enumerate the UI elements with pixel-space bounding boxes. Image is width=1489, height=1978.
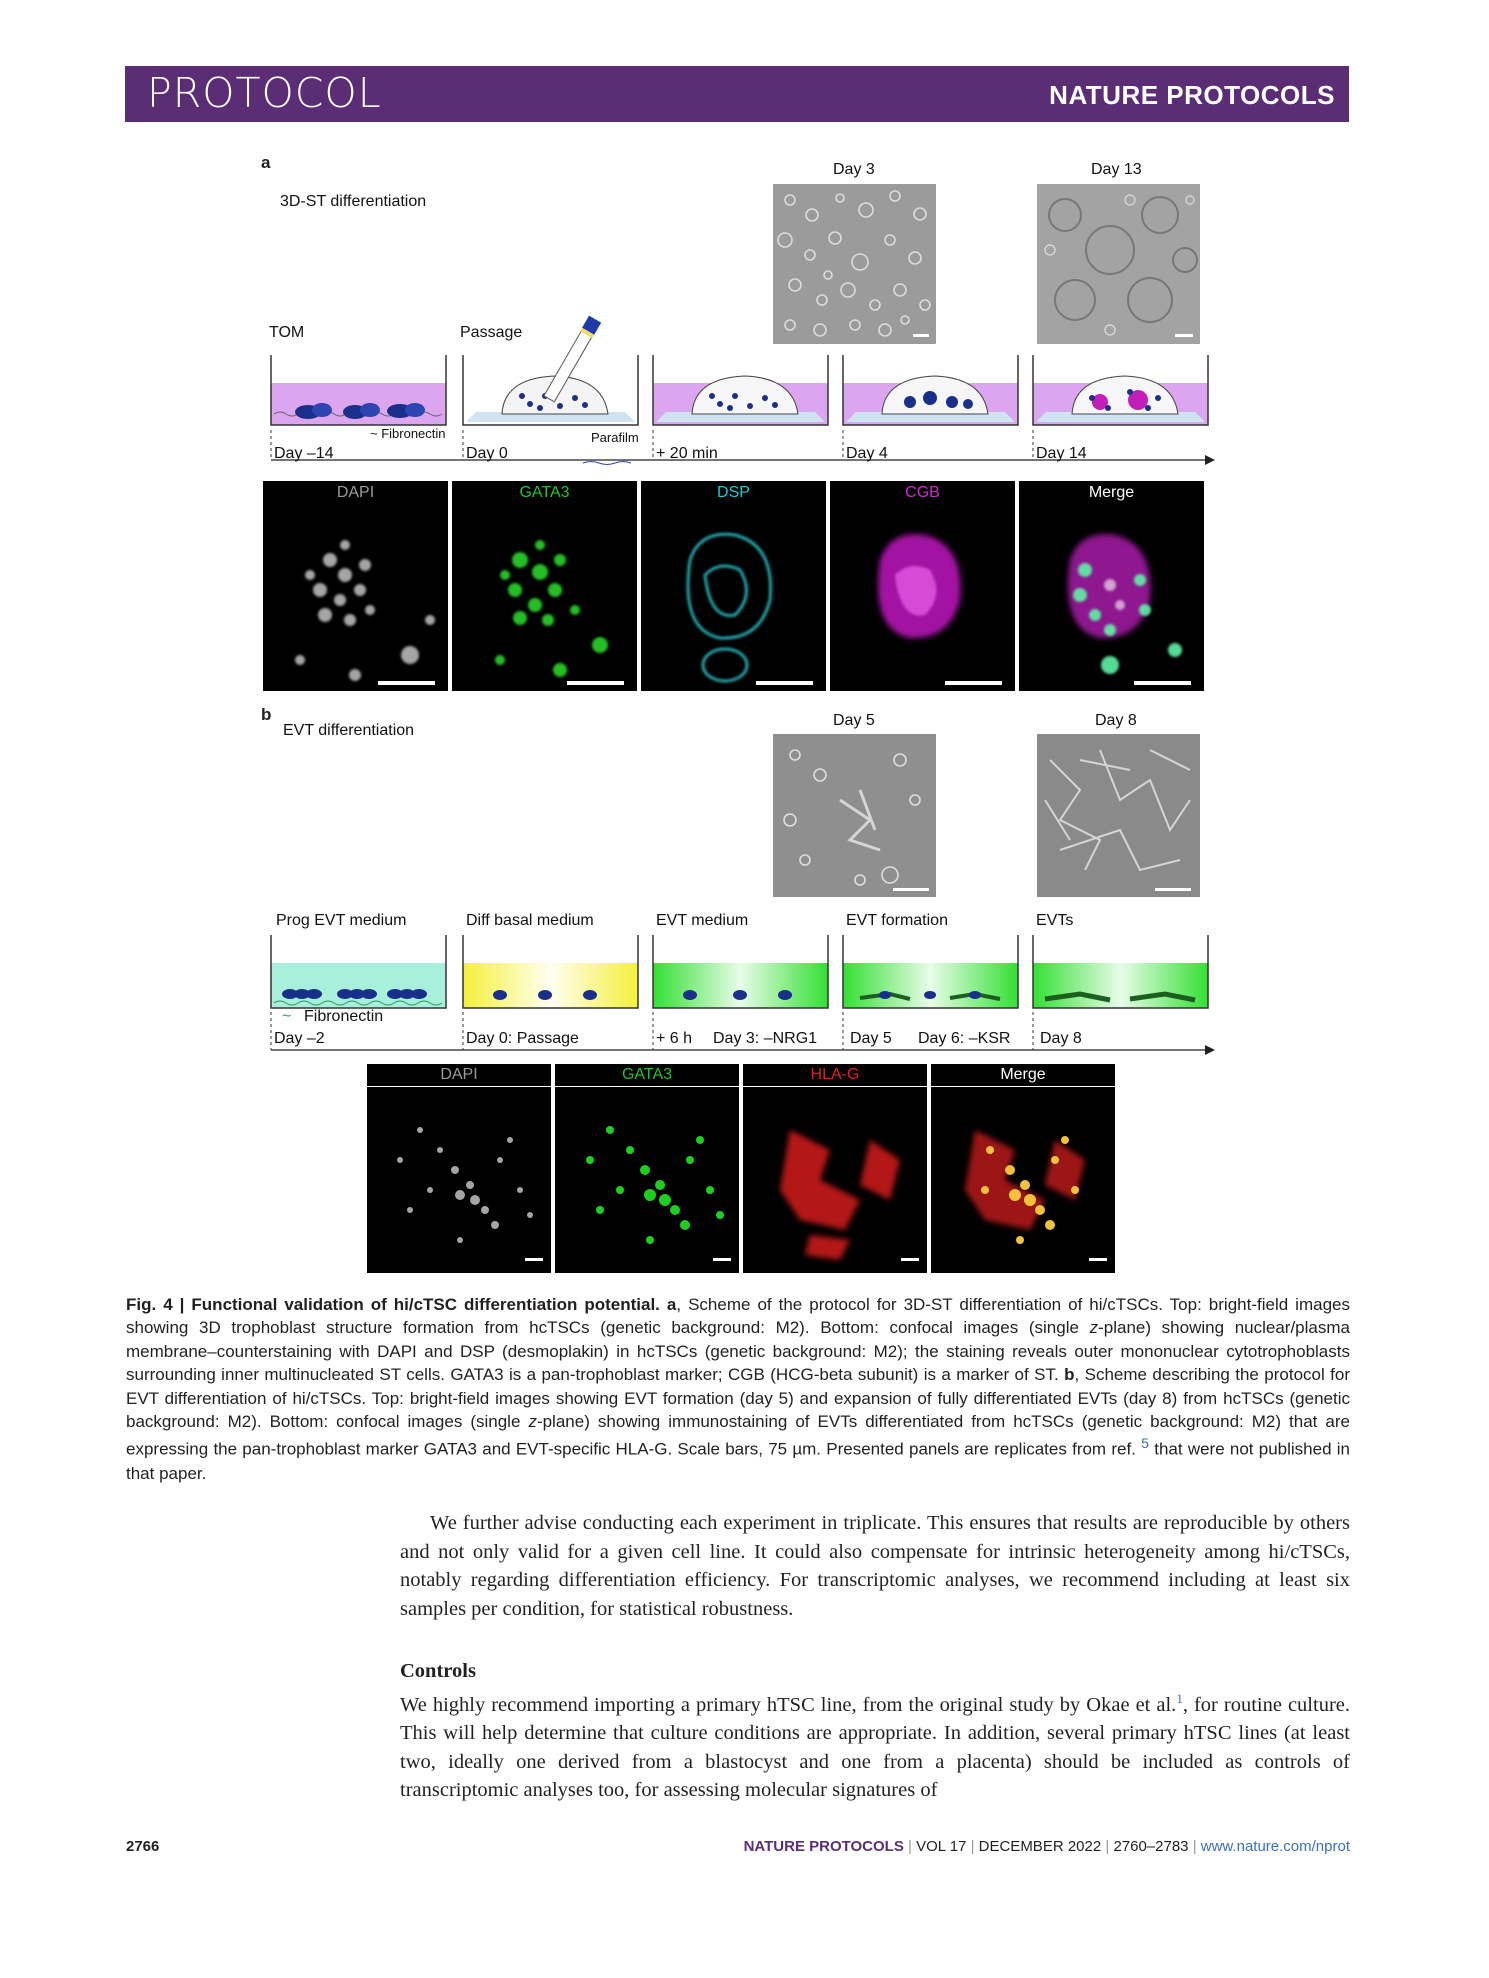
timeline-b-day5: Day 5 bbox=[850, 1030, 892, 1047]
stain-gata3-b bbox=[555, 1087, 739, 1273]
footer-citation: NATURE PROTOCOLS | VOL 17 | DECEMBER 2022 | 2760–2783 | www.nature.com/nprot bbox=[743, 1838, 1350, 1855]
panel-a-title: 3D-ST differentiation bbox=[280, 193, 427, 210]
timeline-b-day0-passage: Day 0: Passage bbox=[466, 1030, 579, 1047]
stage-label-evts: EVTs bbox=[1036, 912, 1074, 929]
timeline-a-day-14b: Day 14 bbox=[1036, 445, 1087, 462]
well-evt-formation bbox=[843, 935, 1018, 1008]
body-paragraph-1: We further advise conducting each experiment in triplicate. This ensures that results are reproducible by others and not only valid for a given cell line. It could also compensate for intrinsic heterogeneity among hi/cTSCs, notably regarding differentiation efficiency. For transcriptomic analyses, we recommend including at least six samples per condition, for statistical robustness. bbox=[400, 1512, 1350, 1620]
stain-cgb-a bbox=[830, 481, 1015, 691]
stage-label-diff-basal: Diff basal medium bbox=[466, 912, 594, 929]
brightfield-day3-image bbox=[773, 184, 936, 344]
stain-header-hlag-b: HLA-G bbox=[743, 1064, 927, 1086]
fibronectin-tilde-b: ~ bbox=[282, 1008, 292, 1025]
brightfield-day13-label: Day 13 bbox=[1091, 161, 1142, 178]
stain-dapi-b bbox=[367, 1087, 551, 1273]
brightfield-day3-label: Day 3 bbox=[833, 161, 875, 178]
well-prog-evt bbox=[271, 935, 446, 1008]
timeline-b-day6-ksr: Day 6: –KSR bbox=[918, 1030, 1011, 1047]
fibronectin-label-a: ~ Fibronectin bbox=[370, 426, 446, 441]
well-tom bbox=[271, 355, 446, 425]
parafilm-label: Parafilm bbox=[591, 430, 639, 445]
well-diff-basal bbox=[463, 935, 638, 1008]
well-20min bbox=[653, 355, 828, 425]
stain-header-cgb-a: CGB bbox=[830, 481, 1015, 505]
body-ref-link[interactable]: 1 bbox=[1176, 1691, 1183, 1706]
figure-caption: Fig. 4 | Functional validation of hi/cTSC differentiation potential. a, Scheme of the protocol for 3D-ST differentiation of hi/cTSCs. Top: bright-field images showing 3D trophoblast structure formation from hcTSCs (genetic background: M2). Bottom: confocal images (single z-plane) showing nuclear/plasma membrane–counterstaining with DAPI and DSP (desmoplakin) in hcTSCs (genetic background: M2); the staining reveals outer mononuclear cytotrophoblasts surrounding inner multinucleated ST cells. GATA3 is a pan-trophoblast marker; CGB (HCG-beta subunit) is a marker of ST. b, Scheme describing the protocol for EVT differentiation of hi/cTSCs. Top: bright-field images showing EVT formation (day 5) and expansion of fully differentiated EVTs (day 8) from hcTSCs (genetic background: M2). Bottom: confocal images (single z-plane) showing immunostaining of EVTs differentiated from hcTSCs (genetic background: M2) that are expressing the pan-trophoblast marker GATA3 and EVT-specific HLA-G. Scale bars, 75 µm. Presented panels are replicates from ref. $^5$ that were not published in that paper. bbox=[126, 1295, 1350, 1483]
stain-dsp-a bbox=[641, 481, 826, 691]
timeline-a-20min: + 20 min bbox=[656, 445, 718, 462]
controls-heading: Controls bbox=[400, 1660, 476, 1682]
caption-panel-a-letter: a bbox=[666, 1295, 677, 1314]
brightfield-day8-image bbox=[1037, 734, 1200, 897]
stain-hlag-b bbox=[743, 1087, 927, 1273]
stain-merge-a bbox=[1019, 481, 1204, 691]
stage-label-evt-medium: EVT medium bbox=[656, 912, 749, 929]
stain-gata3-a bbox=[452, 481, 637, 691]
panel-b-letter: b bbox=[261, 705, 272, 724]
stain-header-dapi-a: DAPI bbox=[263, 481, 448, 505]
footer-url-link[interactable]: www.nature.com/nprot bbox=[1200, 1838, 1350, 1855]
fibronectin-label-b: Fibronectin bbox=[304, 1008, 384, 1025]
stage-label-tom: TOM bbox=[269, 324, 305, 341]
stain-header-merge-a: Merge bbox=[1019, 481, 1204, 505]
brightfield-day8-label: Day 8 bbox=[1095, 712, 1137, 729]
well-evts bbox=[1033, 935, 1208, 1008]
stage-label-evt-formation: EVT formation bbox=[846, 912, 948, 929]
stain-dapi-a bbox=[263, 481, 448, 691]
stain-header-dapi-b: DAPI bbox=[367, 1064, 551, 1086]
caption-ref-link[interactable]: 5 bbox=[1141, 1436, 1149, 1453]
well-evt-medium bbox=[653, 935, 828, 1008]
stain-merge-b bbox=[931, 1087, 1115, 1273]
body-paragraph-2: We highly recommend importing a primary hTSC line, from the original study by Okae et al.$^1$, for routine culture. This will help determine that culture conditions are appropriate. In addition, several primary hTSC lines (at least two, ideally one derived from a blastocyst and one from a placenta) should be included as controls of transcriptomic analyses too, for assessing molecular signatures of bbox=[400, 1691, 1350, 1802]
timeline-a-day-14: Day –14 bbox=[274, 445, 334, 462]
timeline-b-day8: Day 8 bbox=[1040, 1030, 1082, 1047]
brightfield-day13-image bbox=[1037, 184, 1200, 344]
timeline-a-day-4: Day 4 bbox=[846, 445, 888, 462]
journal-name: NATURE PROTOCOLS bbox=[1049, 80, 1335, 110]
timeline-a-day-0: Day 0 bbox=[466, 445, 508, 462]
stain-header-dsp-a: DSP bbox=[641, 481, 826, 505]
timeline-b-6h: + 6 h bbox=[656, 1030, 693, 1047]
brightfield-day5-label: Day 5 bbox=[833, 712, 875, 729]
stage-label-passage: Passage bbox=[460, 324, 523, 341]
well-day4 bbox=[843, 355, 1018, 425]
caption-panel-b-letter: b bbox=[1064, 1365, 1075, 1385]
panel-a-letter: a bbox=[261, 153, 271, 172]
timeline-b-day3-nrg1: Day 3: –NRG1 bbox=[713, 1030, 818, 1047]
stage-label-prog-evt: Prog EVT medium bbox=[276, 912, 407, 929]
stain-header-merge-b: Merge bbox=[931, 1064, 1115, 1086]
well-day14 bbox=[1033, 355, 1208, 425]
brightfield-day5-image bbox=[773, 734, 936, 897]
section-label: PROTOCOL bbox=[147, 69, 382, 117]
panel-b-title: EVT differentiation bbox=[283, 722, 415, 739]
stain-header-gata3-a: GATA3 bbox=[452, 481, 637, 505]
stain-header-gata3-b: GATA3 bbox=[555, 1064, 739, 1086]
page-number: 2766 bbox=[126, 1838, 160, 1855]
caption-figure-title: Fig. 4 | Functional validation of hi/cTSC differentiation potential. bbox=[126, 1295, 660, 1314]
timeline-b-day-2: Day –2 bbox=[274, 1030, 325, 1047]
